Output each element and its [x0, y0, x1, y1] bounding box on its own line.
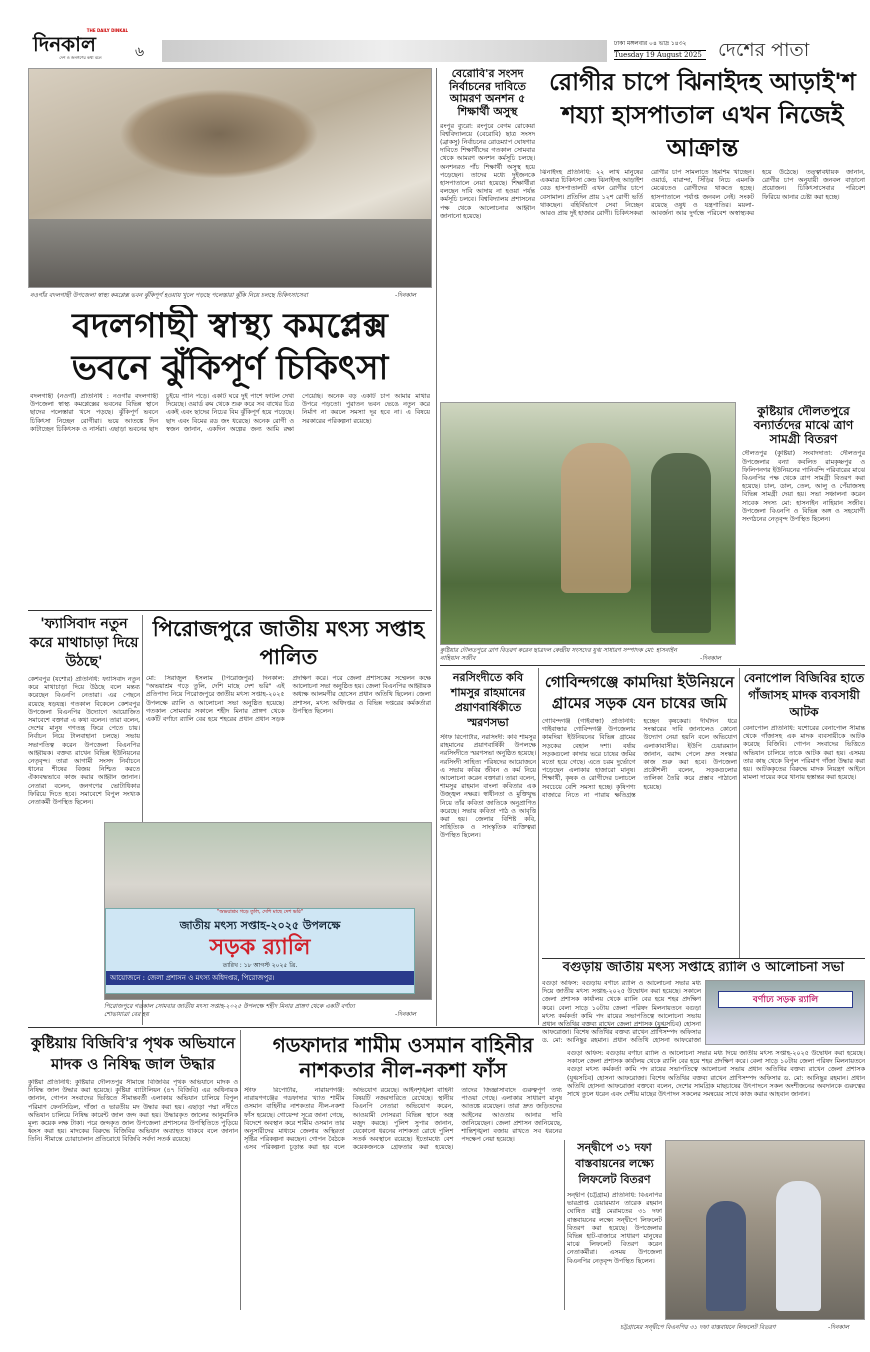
article-bogura: বগুড়া অফিস: বগুড়ায় বর্ণাঢ্য র‌্যালি ও আলোচনা সভার মধ্য দিয়ে জাতীয় মৎস্য সপ্তাহ-২০২৫ উদ্বোধন করা হয়েছে। সকালে জেলা প্রশাসক কার্যালয় থেকে র‌্যালি বের হয়ে শহর প্রদক্ষিণ করে। বেলা সাড়ে ১০টায় জেলা পরিষদ মিলনায়তনে বগুড়া মৎস্য কর্মকর্তা কামি পদ রায়ের সভাপতিত্বে আলোচনা সভায় প্রধান অতিথির বক্তব্য রাখেন জেলা প্রশাসক (যুগ্মসচিব) হোসনা আফরোজা। বিশেষ অতিথির বক্তব্য রাখেন প্রাণিসম্পদ অফিসার ড. মো: আনিছুর রহমান। প্রধান অতিথি হোসনা আফরোজা	[542, 979, 701, 1045]
hospital-ceiling-photo	[28, 68, 432, 288]
article-block-kushtia-bgb	[28, 1033, 238, 1310]
headline-daulatpur: কুষ্টিয়ার দৌলতপুরে বন্যার্তদের মাঝে ত্রাণ সামগ্রী বিতরণ	[753, 405, 854, 446]
logo-text: দিনকাল	[33, 32, 96, 56]
article-block-benapole	[743, 670, 865, 954]
logo-tagline: দেশ ও জনগণের কথা বলে	[59, 55, 102, 60]
divider	[436, 68, 437, 1026]
article-narsingdi: স্টাফ রিপোর্টার, নরসিংদী: কবি শামসুর রাহমানের প্রয়াণবার্ষিকী উপলক্ষে নরসিংদীতে স্মরণসভা অনুষ্ঠিত হয়েছে। নরসিংদী সাহিত্য পরিষদের আয়োজনে এ সভায় কবির জীবন ও কর্ম নিয়ে আলোচনা করেন বক্তারা। তারা বলেন, শামসুর রাহমান বাংলা কবিতার এক উজ্জ্বল নক্ষত্র। স্বাধীনতা ও মুক্তিযুদ্ধ নিয়ে তাঁর কবিতা জাতিকে অনুপ্রাণিত করেছে। সভায় কবিতা পাঠ ও আবৃত্তি করা হয়। জেলার বিশিষ্ট কবি, সাহিত্যিক ও সাংস্কৃতিক ব্যক্তিত্বরা উপস্থিত ছিলেন।	[440, 734, 536, 840]
page-number: ৬	[135, 44, 145, 60]
banner-title: সড়ক র‌্যালি	[209, 935, 311, 960]
divider	[28, 610, 432, 611]
headline-gadfadar: গডফাদার শামীম ওসমান বাহিনীর নাশকতার নীল-নকশা ফাঁস	[272, 1033, 534, 1082]
divider	[739, 668, 740, 958]
rally-banner	[105, 908, 415, 994]
article-block-gadfadar	[244, 1033, 562, 1310]
divider	[564, 1140, 565, 1310]
article-bogura-cont: বগুড়া অফিস: বগুড়ায় বর্ণাঢ্য র‌্যালি ও আলোচনা সভার মধ্য দিয়ে জাতীয় মৎস্য সপ্তাহ-২০২৫ উদ্বোধন করা হয়েছে। সকালে জেলা প্রশাসক কার্যালয় থেকে র‌্যালি বের হয়ে শহর প্রদক্ষিণ করে। বেলা সাড়ে ১০টায় জেলা পরিষদ মিলনায়তনে বগুড়া মৎস্য কর্মকর্তা কামি পদ রায়ের সভাপতিত্বে আলোচনা সভায় প্রধান অতিথির বক্তব্য রাখেন জেলা প্রশাসক (যুগ্মসচিব) হোসনা আফরোজা। বিশেষ অতিথির বক্তব্য রাখেন প্রাণিসম্পদ অফিসার ড. মো: আনিছুর রহমান। প্রধান অতিথি হোসনা আফরোজা বক্তব্যে বলেন, দেশের সামগ্রিক মাছচাষের উৎপাদনে সকল অংশীজনের অবদানকে গুরুত্বের সাথে তুলে ধরেন এবং দেশীয় মাছের উৎপাদন সকলের সমন্বয়ের সাথে কাজ করার আহবান জানান।	[567, 1050, 865, 1099]
article-block-govindaganj	[542, 672, 737, 954]
header-banner-bar	[162, 40, 607, 62]
article-jhenaidah: ঝিনাইদহ প্রতিনিধি: ২২ লাখ মানুষের একমাত্র চিকিৎসা কেন্দ্র ঝিনাইদহ আড়াইশ বেড হাসপাতালটি এখন রোগীর চাপে বেসামাল। প্রতিদিন প্রায় ১২শ রোগী ভর্তি থাকছেন। বহির্বিভাগে সেবা নিচ্ছেন আরও প্রায় দুই হাজার রোগী। চিকিৎসকরা রোগীর চাপ সামলাতে হিমশিম খাচ্ছেন। ওয়ার্ড, বারান্দা, সিঁড়ির নিচে এমনকি মেঝেতেও রোগীদের থাকতে হচ্ছে। হাসপাতালে পর্যাপ্ত জনবল নেই। সংকট রয়েছে ওষুধ ও যন্ত্রপাতির। ময়লা-আবর্জনা আর দুর্গন্ধে পরিবেশ অস্বাস্থ্যকর হয়ে উঠেছে। তত্ত্বাবধায়ক জানান, রোগীর চাপ অনুযায়ী জনবল বাড়ানো প্রয়োজন। চিকিৎসাসেবার পরিবেশ ফিরিয়ে আনার চেষ্টা করা হচ্ছে।	[540, 169, 865, 218]
article-block-narsingdi	[440, 670, 536, 1022]
article-block-bogura	[542, 961, 865, 1045]
article-brur: রংপুর ব্যুরো: রংপুরে বেগম রোকেয়া বিশ্ববিদ্যালয়ে (বেরোবি) ছাত্র সংসদ (ব্রাকসু) নির্বাচনের রোডম্যাপ ঘোষণার দাবিতে শিক্ষার্থীদের গতকাল সোমবার থেকে আমরণ অনশন কর্মসূচি চলছে। অনশনরত পাঁচ শিক্ষার্থী অসুস্থ হয়ে পড়েছেন। তাদের মধ্যে দুইজনকে হাসপাতালে নেয়া হয়েছে। শিক্ষার্থীরা বলছেন দাবি আদায় না হওয়া পর্যন্ত কর্মসূচি চলবে। বিশ্ববিদ্যালয় প্রশাসনের পক্ষ থেকে আলোচনার আহ্বান জানানো হয়েছে।	[440, 122, 535, 220]
article-block-jhenaidah	[540, 66, 865, 398]
photo-credit: -দিনকাল	[395, 1011, 417, 1018]
photo-caption: নওগাঁর বদলগাছী উপজেলা স্বাস্থ্য কমপ্লেক্স ভবন ঝুঁকিপূর্ণ হওয়ায় খুলে পড়ছে পলেস্তারা ঝুঁকি নিয়ে চলছে চিকিৎসাসেবা	[30, 292, 308, 299]
article-block-brur	[440, 68, 535, 398]
fish-week-rally-photo	[104, 822, 432, 1000]
article-fascism: কেশবপুর (যশোর) প্রতিনিধি: ফ্যাসিবাদ নতুন করে মাথাচাড়া দিয়ে উঠছে বলে মন্তব্য করেছেন বিএনপি নেতারা। এর পেছনে রয়েছে ষড়যন্ত্র। গতকাল বিকেলে কেশবপুর উপজেলা বিএনপির উদ্যোগে আয়োজিত সমাবেশে বক্তারা এ কথা বলেন। তারা বলেন, দেশের মানুষ গণতন্ত্র ফিরে পেতে চায়। নির্বাচন নিয়ে টালবাহানা চলছে। সভায় সভাপতিত্ব করেন উপজেলা বিএনপির আহ্বায়ক। বক্তব্য রাখেন বিভিন্ন ইউনিয়নের নেতৃবৃন্দ। তারা আগামী সংসদ নির্বাচনে ধানের শীষের বিজয় নিশ্চিত করতে ঐক্যবদ্ধভাবে কাজ করার আহ্বান জানান। নেতারা বলেন, জনগণের ভোটাধিকার ফিরিয়ে দিতে হবে। সমাবেশে বিপুল সংখ্যক নেতাকর্মী উপস্থিত ছিলেন।	[28, 676, 140, 807]
photo-credit: -দিনকাল	[828, 1324, 850, 1331]
divider	[28, 1027, 668, 1028]
date-bangla: ঢাকা মঙ্গলবার ০৪ ভাদ্র ১৪৩২	[614, 38, 706, 51]
banner-title: বর্ণাঢ্য সড়ক র‌্যালি	[718, 991, 853, 1008]
headline-kushtia-bgb: কুষ্টিয়ায় বিজিবি'র পৃথক অভিযানে মাদক ও নিষিদ্ধ জাল উদ্ধার	[30, 1034, 236, 1073]
article-daulatpur: দৌলতপুর (কুষ্টিয়া) সংবাদদাতা: দৌলতপুর উপজেলার বন্যা কবলিত রামকৃষ্ণপুর ও ফিলিপনগর ইউনিয়নের পানিবন্দি পরিবারের মাঝে বিএনপির পক্ষ থেকে ত্রাণ সামগ্রী বিতরণ করা হয়েছে। চাল, ডাল, তেল, আলু ও পেঁয়াজসহ বিভিন্ন সামগ্রী দেয়া হয়। সভা সঞ্চালনা করেন সাবেক সদস্য মো: হাসনাইন নাহিয়ান সজীব। উপজেলা বিএনপি ও বিভিন্ন অঙ্গ ও সহযোগী সংগঠনের নেতৃবৃন্দ উপস্থিত ছিলেন।	[742, 450, 865, 524]
article-gadfadar: স্টাফ রিপোর্টার, নারায়ণগঞ্জ: নারায়ণগঞ্জের গডফাদার খ্যাত শামীম ওসমান বাহিনীর নাশকতার নীল-নকশা ফাঁস হয়েছে। গোয়েন্দা সূত্রে জানা গেছে, বিদেশে অবস্থান করে শামীম ওসমান তার অনুসারীদের মাধ্যমে জেলায় অস্থিরতা সৃষ্টির পরিকল্পনা করছেন। গোপন বৈঠকে এসব পরিকল্পনা চূড়ান্ত করা হয় বলে অভিযোগ রয়েছে। আইনশৃঙ্খলা বাহিনী বিষয়টি নজরদারিতে রেখেছে। স্থানীয় বিএনপি নেতারা অভিযোগ করেন, আওয়ামী দোসররা বিভিন্ন স্থানে অস্ত্র মজুদ করছে। পুলিশ সুপার জানান, যেকোনো ধরনের নাশকতা রোধে পুলিশ সতর্ক অবস্থানে রয়েছে। ইতোমধ্যে বেশ কয়েকজনকে গ্রেফতার করা হয়েছে। তাদের জিজ্ঞাসাবাদে গুরুত্বপূর্ণ তথ্য পাওয়া গেছে। এলাকার সাধারণ মানুষ আতঙ্কে রয়েছেন। তারা দ্রুত জড়িতদের আইনের আওতায় আনার দাবি জানিয়েছেন। জেলা প্রশাসন জানিয়েছে, শান্তিশৃঙ্খলা বজায় রাখতে সব ধরনের পদক্ষেপ নেয়া হয়েছে।	[244, 1087, 562, 1152]
banner-line: জাতীয় মৎস্য সপ্তাহ-২০২৫ উপলক্ষে	[179, 919, 341, 932]
headline-sandwip: সন্দ্বীপে ৩১ দফা বাস্তবায়নের লক্ষ্যে লিফলেট বিতরণ	[575, 1141, 654, 1186]
date-english: Tuesday 19 August 2025	[614, 51, 702, 59]
article-block-sandwip	[567, 1140, 662, 1318]
banner-date: তারিখ : ১৮ আগস্ট ২০২৫ খ্রি.	[222, 962, 298, 969]
article-govindaganj: গোবিন্দগঞ্জ (গাইবান্ধা) প্রতিনিধি: গাইবান্ধার গোবিন্দগঞ্জ উপজেলার কামদিয়া ইউনিয়নের বিভিন্ন গ্রামের সড়কের বেহাল দশা। বর্ষায় সড়কগুলো কাদায় ভরে চাষের জমির মতো হয়ে গেছে। এতে চরম দুর্ভোগে পড়েছেন এলাকার হাজারো মানুষ। শিক্ষার্থী, কৃষক ও রোগীদের চলাচলে সবচেয়ে বেশি সমস্যা হচ্ছে। কৃষিপণ্য বাজারে নিতে না পারায় ক্ষতিগ্রস্ত হচ্ছেন কৃষকেরা। দীর্ঘদিন ধরে সংস্কারের দাবি জানালেও কোনো উদ্যোগ নেয়া হয়নি বলে অভিযোগ এলাকাবাসীর। ইউপি চেয়ারম্যান জানান, বরাদ্দ পেলে দ্রুত সংস্কার কাজ শুরু করা হবে। উপজেলা প্রকৌশলী বলেন, সড়কগুলোর তালিকা তৈরি করে প্রস্তাব পাঠানো হয়েছে।	[542, 718, 737, 799]
divider	[440, 665, 865, 666]
headline-govindaganj: গোবিন্দগঞ্জে কামদিয়া ইউনিয়নে গ্রামের সড়ক যেন চাষের জমি	[544, 673, 735, 712]
article-benapole: বেনাপোল প্রতিনিধি: যশোরের বেনাপোল সীমান্ত থেকে গাঁজাসহ এক মাদক ব্যবসায়ীকে আটক করেছে বিজিবি। গোপন সংবাদের ভিত্তিতে অভিযান চালিয়ে তাকে আটক করা হয়। এসময় তার কাছ থেকে বিপুল পরিমাণ গাঁজা উদ্ধার করা হয়। আটককৃতের বিরুদ্ধে মাদক নিয়ন্ত্রণ আইনে মামলা দায়ের করে থানায় হস্তান্তর করা হয়েছে।	[743, 725, 865, 782]
headline-benapole: বেনাপোল বিজিবির হাতে গাঁজাসহ মাদক ব্যবসায়ী আটক	[743, 671, 865, 719]
logo-subtitle: THE DAILY DINKAL	[86, 28, 128, 33]
article-kushtia-bgb: কুষ্টিয়া প্রতিনিধি: কুষ্টিয়ার দৌলতপুর সীমান্তে বিজিবির পৃথক অভিযানে মাদক ও নিষিদ্ধ জাল উদ্ধার করা হয়েছে। কুষ্টিয়া ব্যাটালিয়ন (৪৭ বিজিবি) এর অধিনায়ক জানান, গোপন সংবাদের ভিত্তিতে সীমান্তবর্তী এলাকায় অভিযান চালিয়ে বিপুল পরিমাণ ফেনসিডিল, গাঁজা ও ভারতীয় মদ উদ্ধার করা হয়। এছাড়া পদ্মা নদীতে অভিযান চালিয়ে নিষিদ্ধ কারেন্ট জাল জব্দ করা হয়। উদ্ধারকৃত জালের আনুমানিক মূল্য কয়েক লক্ষ টাকা। পরে জব্দকৃত জাল উপজেলা প্রশাসনের উপস্থিতিতে পুড়িয়ে ধ্বংস করা হয়। মাদকের বিরুদ্ধে বিজিবির অভিযান অব্যাহত থাকবে বলে জানান তিনি। সীমান্তে চোরাচালান প্রতিরোধে বিজিবি সর্বদা সতর্ক রয়েছে।	[28, 1079, 238, 1144]
article-sandwip: সন্দ্বীপ (চট্টগ্রাম) প্রতিনিধি: বিএনপির ভারপ্রাপ্ত চেয়ারম্যান তারেক রহমান ঘোষিত রাষ্ট্র মেরামতের ৩১ দফা বাস্তবায়নের লক্ষ্যে সন্দ্বীপে লিফলেট বিতরণ করা হয়েছে। উপজেলার বিভিন্ন হাট-বাজারে সাধারণ মানুষের মাঝে লিফলেট বিতরণ করেন নেতাকর্মীরা। এসময় উপজেলা বিএনপির নেতৃবৃন্দ উপস্থিত ছিলেন।	[567, 1192, 662, 1265]
photo-caption: পিরোজপুরে গতকাল সোমবার জাতীয় মৎস্য সপ্তাহ-২০২৫ উপলক্ষে শহীদ মিনার প্রাঙ্গণ থেকে একটি বর্ণাঢ্য শোভাযাত্রা বের হয়	[104, 1003, 355, 1018]
bogura-rally-photo	[705, 980, 865, 1045]
photo-caption: কুষ্টিয়ার দৌলতপুরে ত্রাণ বিতরণ করেন ছাত্রদল কেন্দ্রীয় সংসদের যুগ্ম সাধারণ সম্পাদক মো: হাসনাইন নাহিয়ান সজীব	[440, 647, 677, 662]
leaflet-distribution-photo	[665, 1140, 865, 1320]
article-block-pirojpur	[146, 615, 431, 818]
article-block-badalgachhi	[30, 305, 430, 585]
bogura-row	[542, 980, 865, 1045]
article-block-daulatpur	[742, 405, 865, 661]
article-badalgachhi: বদলগাছী (নওগাঁ) প্রতিনিধি : নওগাঁর বদলগাছী উপজেলা স্বাস্থ্য কমপ্লেক্সের ভবনের বিভিন্ন স্থানে ছাদের পলেস্তারা খসে পড়ছে। ঝুঁকিপূর্ণ ভবনে চিকিৎসা নিচ্ছেন রোগীরা। ভয়ে আতঙ্কে দিন কাটাচ্ছেন চিকিৎসক ও নার্সরা। এছাড়া ভবনের ছাদ চুইয়ে পানি পড়ে। একটি ঘরে দুই পাশে ফাটল দেখা দিয়েছে। ওয়ার্ড রুম থেকে শুরু করে সব বাথের চিত্র একই এবং ছাদের নিচের বিম ঝুঁকিপূর্ণ হয়ে পড়েছে। ছাদ এবং বিমের রড জং ধরেছে। অনেক রোগী ও স্বজন জানান, একদিন অল্পের জন্য আমি রক্ষা পেয়েছি। অনেক বড় একটি চাপ আমার মাথার উপরে পড়তো। পুরাতন ভবন ভেঙে নতুন করে নির্মাণ না করলে সমস্যা দূর হবে না। এ বিষয়ে সরকারের পরিকল্পনা রয়েছে।	[30, 393, 430, 433]
banner-organizer: আয়োজনে : জেলা প্রশাসন ও মৎস্য অধিদপ্তর, পিরোজপুর।	[106, 971, 414, 985]
photo-caption: চট্টগ্রামের সন্দ্বীপে বিএনপির ৩১ দফা বাস্তবায়নে লিফলেট বিতরণ	[620, 1324, 776, 1331]
date-block	[614, 38, 706, 60]
headline-jhenaidah: রোগীর চাপে ঝিনাইদহ আড়াই'শ শয্যা হাসপাতাল এখন নিজেই আক্রান্ত	[549, 68, 856, 162]
photo-credit: -দিনকাল	[395, 292, 417, 299]
divider	[240, 1030, 241, 1310]
headline-bogura: বগুড়ায় জাতীয় মৎস্য সপ্তাহে র‌্যালি ও আলোচনা সভা	[562, 961, 845, 975]
banner-slogan: "অভয়াশ্রম গড়ে তুলি, দেশি মাছে দেশ ভরি"	[216, 909, 304, 915]
photo-credit: -দিনকাল	[700, 655, 722, 662]
headline-badalgachhi: বদলগাছী স্বাস্থ্য কমপ্লেক্স ভবনে ঝুঁকিপূর্ণ চিকিৎসা	[71, 306, 389, 388]
headline-fascism: 'ফ্যাসিবাদ নতুন করে মাথাচাড়া দিয়ে উঠছে'	[29, 616, 139, 670]
headline-pirojpur: পিরোজপুরে জাতীয় মৎস্য সপ্তাহ পালিত	[152, 617, 425, 669]
article-pirojpur: মো: সিরাজুল ইসলাম (পিরোজপুর) দিনকাল: "অভয়াশ্রম গড়ে তুলি, দেশি মাছে দেশ ভরি" এই প্রতিপাদ্য নিয়ে পিরোজপুরে জাতীয় মৎস্য সপ্তাহ-২০২৫ উপলক্ষে র‌্যালি ও আলোচনা সভা অনুষ্ঠিত হয়েছে। গতকাল সোমবার সকালে শহীদ মিনার প্রাঙ্গণ থেকে একটি বর্ণাঢ্য র‌্যালি বের হয়ে শহরের প্রধান প্রধান সড়ক প্রদক্ষিণ করে। পরে জেলা প্রশাসকের সম্মেলন কক্ষে আলোচনা সভা অনুষ্ঠিত হয়। জেলা বিএনপির আহ্বায়ক অধ্যক্ষ আলমগীর হোসেন প্রধান অতিথি ছিলেন। জেলা প্রশাসন, মৎস্য অধিদপ্তর ও বিভিন্ন দপ্তরের কর্মকর্তারা উপস্থিত ছিলেন।	[146, 675, 431, 724]
relief-distribution-photo	[440, 402, 736, 645]
headline-brur: বেরোবি'র সংসদ নির্বাচনের দাবিতে আমরণ অনশন ৫ শিক্ষার্থী অসুস্থ	[449, 68, 526, 118]
section-title: দেশের পাতা	[718, 39, 810, 61]
masthead-logo	[33, 28, 128, 64]
headline-narsingdi: নরসিংদীতে কবি শামসুর রাহমানের প্রয়াণবার্ষিকীতে স্মরণসভা	[450, 671, 526, 729]
divider	[542, 958, 865, 959]
divider	[538, 668, 539, 1025]
